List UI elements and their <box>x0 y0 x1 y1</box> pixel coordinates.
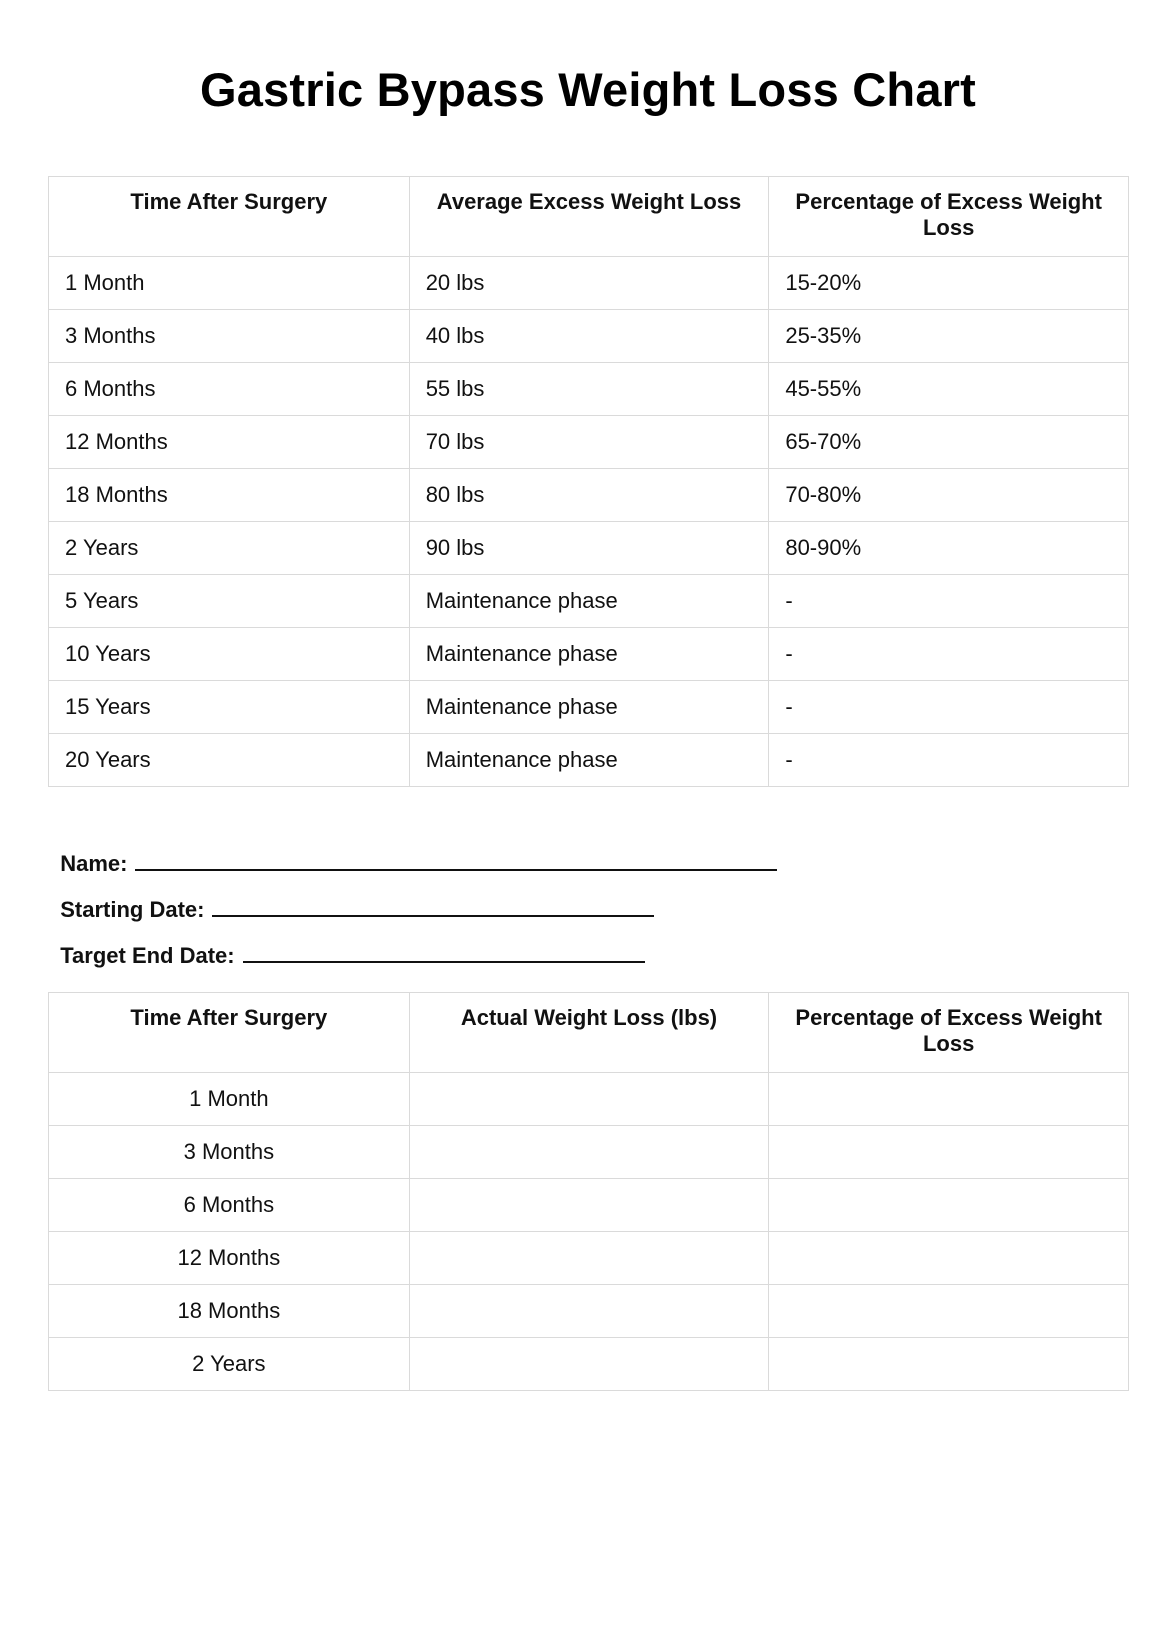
time-cell: 2 Years <box>49 1338 410 1391</box>
time-cell: 6 Months <box>49 1179 410 1232</box>
table-header-row <box>49 993 1129 1073</box>
percentage-cell: - <box>769 734 1129 787</box>
actual-loss-entry-cell[interactable] <box>409 1073 769 1126</box>
time-cell: 18 Months <box>49 469 410 522</box>
percentage-entry-cell[interactable] <box>769 1338 1129 1391</box>
table-row <box>49 469 1129 522</box>
table-row <box>49 681 1129 734</box>
average-loss-cell: Maintenance phase <box>409 734 769 787</box>
time-cell: 1 Month <box>49 1073 410 1126</box>
time-cell: 3 Months <box>49 310 410 363</box>
time-cell: 15 Years <box>49 681 410 734</box>
column-header-percentage: Percentage of Excess Weight Loss <box>769 177 1129 257</box>
column-header-actual-loss: Actual Weight Loss (lbs) <box>409 993 769 1073</box>
average-loss-cell: 20 lbs <box>409 257 769 310</box>
percentage-cell: 45-55% <box>769 363 1129 416</box>
percentage-entry-cell[interactable] <box>769 1073 1129 1126</box>
percentage-entry-cell[interactable] <box>769 1126 1129 1179</box>
average-loss-cell: Maintenance phase <box>409 628 769 681</box>
starting-date-label: Starting Date: <box>60 897 205 922</box>
actual-loss-entry-cell[interactable] <box>409 1285 769 1338</box>
average-loss-cell: 90 lbs <box>409 522 769 575</box>
starting-date-blank-line[interactable] <box>212 895 654 917</box>
table-row <box>49 1232 1129 1285</box>
percentage-cell: 80-90% <box>769 522 1129 575</box>
percentage-cell: 25-35% <box>769 310 1129 363</box>
average-loss-cell: 70 lbs <box>409 416 769 469</box>
name-blank-line[interactable] <box>135 849 777 871</box>
target-end-date-field[interactable] <box>48 915 645 969</box>
percentage-entry-cell[interactable] <box>769 1179 1129 1232</box>
percentage-cell: - <box>769 628 1129 681</box>
time-cell: 1 Month <box>49 257 410 310</box>
actual-loss-entry-cell[interactable] <box>409 1179 769 1232</box>
name-label: Name: <box>60 851 128 876</box>
table-row <box>49 1285 1129 1338</box>
table-row <box>49 363 1129 416</box>
column-header-percentage: Percentage of Excess Weight Loss <box>769 993 1129 1073</box>
percentage-cell: - <box>769 681 1129 734</box>
actual-loss-entry-cell[interactable] <box>409 1338 769 1391</box>
column-header-time: Time After Surgery <box>49 993 410 1073</box>
time-cell: 3 Months <box>49 1126 410 1179</box>
page-title: Gastric Bypass Weight Loss Chart <box>199 63 977 116</box>
table-row <box>49 310 1129 363</box>
time-cell: 12 Months <box>49 416 410 469</box>
average-loss-cell: Maintenance phase <box>409 681 769 734</box>
actual-loss-entry-cell[interactable] <box>409 1126 769 1179</box>
table-row <box>49 1179 1129 1232</box>
actual-loss-entry-cell[interactable] <box>409 1232 769 1285</box>
table-row <box>49 416 1129 469</box>
time-cell: 6 Months <box>49 363 410 416</box>
column-header-time: Time After Surgery <box>49 177 410 257</box>
time-cell: 2 Years <box>49 522 410 575</box>
target-end-date-label: Target End Date: <box>60 943 235 968</box>
percentage-entry-cell[interactable] <box>769 1285 1129 1338</box>
average-loss-cell: 40 lbs <box>409 310 769 363</box>
table-row <box>49 1338 1129 1391</box>
table-row <box>49 575 1129 628</box>
column-header-average-loss: Average Excess Weight Loss <box>409 177 769 257</box>
percentage-entry-cell[interactable] <box>769 1232 1129 1285</box>
tracking-table <box>48 992 1129 1391</box>
percentage-cell: - <box>769 575 1129 628</box>
time-cell: 12 Months <box>49 1232 410 1285</box>
percentage-cell: 70-80% <box>769 469 1129 522</box>
time-cell: 5 Years <box>49 575 410 628</box>
average-loss-cell: 80 lbs <box>409 469 769 522</box>
average-loss-cell: 55 lbs <box>409 363 769 416</box>
table-header-row <box>49 177 1129 257</box>
table-row <box>49 1126 1129 1179</box>
table-row <box>49 257 1129 310</box>
time-cell: 10 Years <box>49 628 410 681</box>
time-cell: 20 Years <box>49 734 410 787</box>
time-cell: 18 Months <box>49 1285 410 1338</box>
average-loss-cell: Maintenance phase <box>409 575 769 628</box>
table-row <box>49 1073 1129 1126</box>
percentage-cell: 15-20% <box>769 257 1129 310</box>
target-end-date-blank-line[interactable] <box>243 941 645 963</box>
table-row <box>49 734 1129 787</box>
table-row <box>49 522 1129 575</box>
reference-table <box>48 176 1129 787</box>
table-row <box>49 628 1129 681</box>
percentage-cell: 65-70% <box>769 416 1129 469</box>
